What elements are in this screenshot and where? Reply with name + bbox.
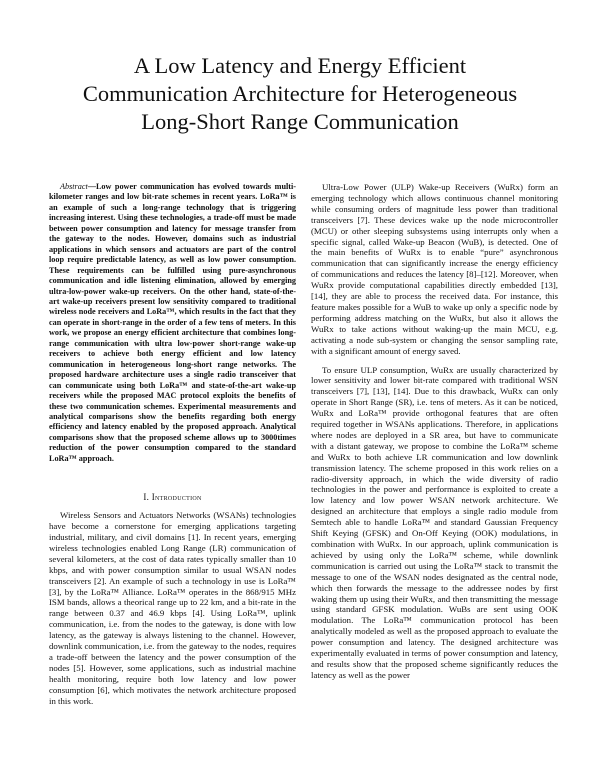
abstract-text: —Low power communication has evolved towards multi-kilometer ranges and low bit-rate schemes in recent years. LoRa™ is an example of such a long-range technology that is triggering increasing interest. Using these technologies, a trade-off must be made between power consumption and latency for message transfer from the gateway to the nodes. However, domains such as industrial applications in which sensors and actuators are part of the control loop require predictable latency, as well as low power consumption. These requirements can be fulfilled using pure-asynchronous communication and idle listening elimination, allowed by emerging ultra-low-power wake-up receivers. On the other hand, state-of-the-art wake-up receivers present low sensitivity compared to traditional wireless node receivers and LoRa™, which results in the fact that they can operate in short-range in the order of a few tens of meters. In this work, we propose an energy efficient architecture that combines long-range communication with ultra low-power short-range wake-up receivers to achieve both energy efficient and low latency communication in heterogeneous long-short range networks. The proposed hardware architecture uses a single radio transceiver that can communicate using both LoRa™ and state-of-the-art wake-up receivers while the proposed MAC protocol exploits the benefits of these two communication schemes. Experimental measurements and analytical comparisons show the benefits regarding both energy efficiency and latency enabled by the proposed approach. Analytical comparisons show that the proposed scheme allows up to 3000times reduction of the power consumption compared to the standard LoRa™ approach. — [49, 182, 296, 463]
title-line-2: Communication Architecture for Heterogeneous — [82, 81, 518, 106]
intro-paragraph-3: To ensure ULP consumption, WuRx are usually characterized by lower sensitivity and lower bit-rate compared with traditional WSN transceivers [7], [13], [14]. Due to this drawback, WuRx can only operate in Short Range (SR), i.e. tens of meters. As it can be noticed, WuRx and LoRa™ provide orthogonal features that are often required together in WSANs applications. Therefore, in applications where nodes are deployed in a SR area, but have to communicate with a distant gateway, we propose to combine the LoRa™ scheme and WuRx to both achieve LR communication and low downlink transmission latency. The scheme proposed in this work relies on a radio-diversity approach, in which the wide diversity of radio technologies in the power and performance is exploited to create a low latency and low power WSAN network architecture. We designed an architecture that employs a single radio module from Semtech able to handle LoRa™ and standard Gaussian Frequency Shift Keying (GFSK) and On-Off Keying (OOK) modulations, in combination with WuRx. In our approach, uplink communication is achieved by using only the LoRa™ scheme, while downlink communication is carried out using the LoRa™ stack to transmit the message to one of the WSAN nodes designated as the central node, which then forwards the message to the addressee nodes by first waking them up using their WuRx, and then transmitting the message using standard GFSK modulation. WuBs are sent using OOK modulation. The LoRa™ communication protocol has been analytically modeled as well as the proposed approach to evaluate the power consumption and latency. The designed architecture was experimentally evaluated in terms of power consumption and latency, and results show that the proposed scheme significantly reduces the latency as well as the power — [311, 364, 558, 680]
left-column — [49, 182, 296, 707]
abstract-lead: Abstract — [60, 182, 88, 191]
right-column — [311, 182, 558, 681]
section-heading-introduction: I. Introduction — [143, 492, 202, 503]
title-line-1: A Low Latency and Energy Efficient — [133, 53, 467, 78]
title-line-3: Long-Short Range Communication — [141, 109, 459, 134]
intro-paragraph-2: Ultra-Low Power (ULP) Wake-up Receivers (WuRx) form an emerging technology which allows continuous channel monitoring while consuming orders of magnitude less power than traditional transceivers [7]. These devices wake up the node microcontroller (MCU) or other sleeping subsystems using interrupts only when a specific signal, called Wake-up Beacon (WuB), is detected. One of the main benefits of WuRx is to enable “pure” asynchronous communication that can significantly increase the energy efficiency of communications and reduces the latency [8]–[12]. Moreover, when WuRx provide computational capabilities directly embedded [13], [14], they are able to process the received data. For instance, this feature makes possible for a WuB to wake up only a specific node by performing address matching on the WuRx, but also it allows the WuRx to take actions without waking-up the main MCU, e.g. activating a node sub-system or changing the sensor sampling rate, with a significant amount of energy saved. — [311, 182, 558, 356]
abstract — [49, 182, 296, 464]
intro-paragraph-1: Wireless Sensors and Actuators Networks (WSANs) technologies have become a cornerstone for emerging applications targeting industrial, military, and civil domains [1]. In recent years, emerging wireless technologies enabled Long Range (LR) communication of several kilometers, at the cost of data rates typically smaller than 10 kbps, and with power consumption similar to usual WSAN nodes transceivers [2]. An example of such a technology in use is LoRa™ [3], by the LoRa™ Alliance. LoRa™ operates in the 868/915 MHz ISM bands, allows a theorical range up to 22 km, and a bit-rate in the range between 0.37 and 46.9 kbps [4]. Using LoRa™, uplink communication, i.e. from the nodes to the gateway, is done with low latency, as the gateway is always listening to the channel. However, downlink communication, i.e. from the gateway to the nodes, requires a trade-off between the latency and the power consumption of the nodes [5]. However, some applications, such as industrial machine health monitoring, require both low latency and low power consumption [6], which motivates the network architecture proposed in this work. — [49, 510, 296, 706]
paper-title — [40, 52, 560, 136]
